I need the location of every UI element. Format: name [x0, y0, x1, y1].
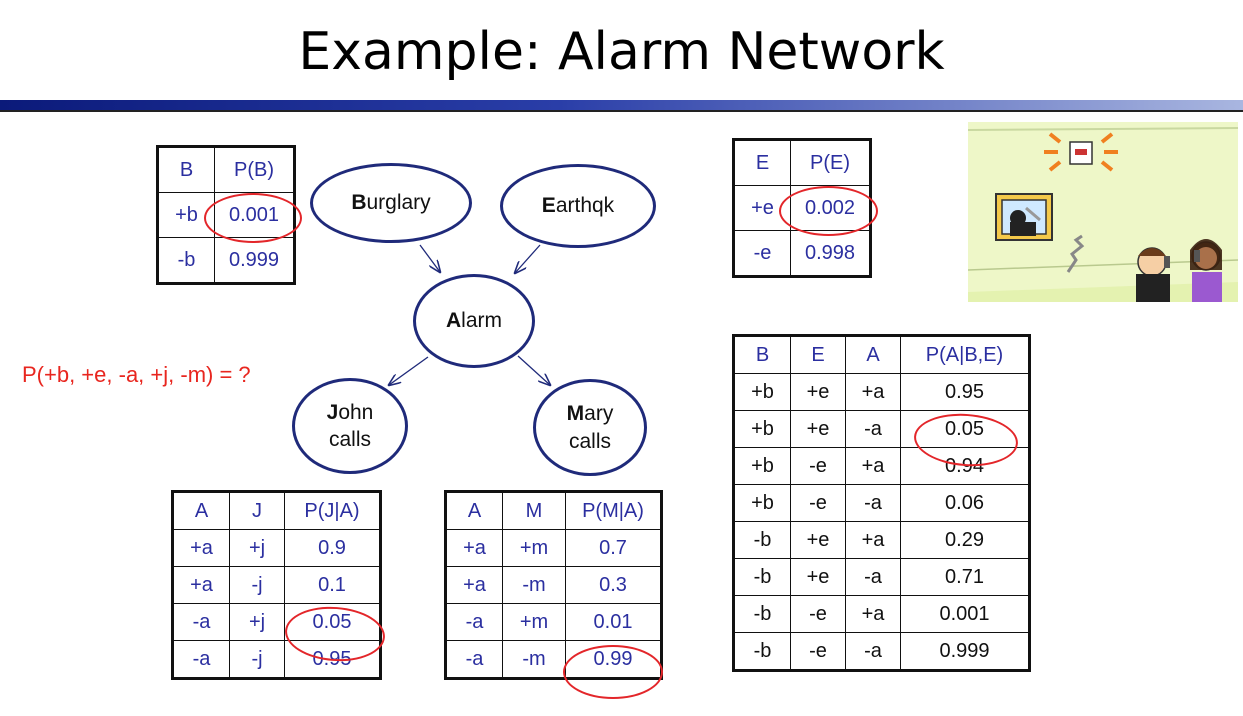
node-mary-calls: Mary calls [533, 379, 647, 476]
table-cell: -e [791, 485, 846, 522]
highlight-circle-pe [779, 186, 878, 236]
table-cell: -m [503, 567, 566, 604]
table-cell: -a [846, 559, 901, 596]
table-cell: -a [446, 604, 503, 641]
table-header: M [503, 492, 566, 530]
table-p-a-given-b-e [732, 334, 1031, 672]
table-cell: -e [791, 448, 846, 485]
table-header: A [446, 492, 503, 530]
burglar-alarm-illustration [968, 122, 1238, 302]
table-cell: +a [173, 530, 230, 567]
table-cell: 0.998 [791, 231, 871, 277]
node-john-calls: John calls [292, 378, 408, 474]
table-cell: -a [173, 604, 230, 641]
table-cell: -e [791, 633, 846, 671]
edge-alarm-mary [518, 356, 550, 385]
table-cell: +m [503, 530, 566, 567]
table-cell: 0.1 [285, 567, 381, 604]
table-cell: -j [230, 641, 285, 679]
edge-earthquake-alarm [515, 245, 540, 273]
table-cell: +a [446, 567, 503, 604]
table-cell: -b [734, 633, 791, 671]
table-cell: -j [230, 567, 285, 604]
table-cell: -b [158, 238, 215, 284]
john-phone-icon [1136, 248, 1170, 302]
burglar-window-icon [996, 194, 1052, 240]
table-cell: +b [734, 411, 791, 448]
table-cell: -b [734, 596, 791, 633]
edge-burglary-alarm [420, 245, 440, 272]
table-cell: +m [503, 604, 566, 641]
table-cell: 0.06 [901, 485, 1030, 522]
table-cell: 0.94 [901, 448, 1030, 485]
edge-alarm-john [389, 357, 428, 385]
table-cell: -e [791, 596, 846, 633]
table-cell: -m [503, 641, 566, 679]
table-header: B [158, 147, 215, 193]
table-header: A [846, 336, 901, 374]
table-cell: 0.9 [285, 530, 381, 567]
table-cell: 0.71 [901, 559, 1030, 596]
table-cell: +a [846, 448, 901, 485]
table-cell: +e [791, 411, 846, 448]
table-header: E [791, 336, 846, 374]
node-alarm: Alarm [413, 274, 535, 368]
table-cell: 0.01 [566, 604, 662, 641]
table-cell: 0.999 [215, 238, 295, 284]
table-header: P(E) [791, 140, 871, 186]
table-cell: 0.3 [566, 567, 662, 604]
table-cell: +a [173, 567, 230, 604]
node-burglary: Burglary [310, 163, 472, 243]
table-cell: 0.95 [901, 374, 1030, 411]
table-cell: -b [734, 559, 791, 596]
table-header: B [734, 336, 791, 374]
table-cell: +e [791, 374, 846, 411]
node-earthquake: Earthqk [500, 164, 656, 248]
highlight-circle-pm [563, 645, 663, 699]
table-cell: -a [446, 641, 503, 679]
table-cell: -a [846, 633, 901, 671]
table-cell: 0.999 [901, 633, 1030, 671]
table-header: P(A|B,E) [901, 336, 1030, 374]
table-cell: -b [734, 522, 791, 559]
table-cell: +b [734, 485, 791, 522]
table-cell: +b [734, 448, 791, 485]
table-cell: +j [230, 530, 285, 567]
table-cell: -e [734, 231, 791, 277]
table-cell: +b [734, 374, 791, 411]
table-cell: -a [173, 641, 230, 679]
table-cell: +a [846, 522, 901, 559]
table-cell: 0.99 [566, 641, 662, 679]
joint-probability-query: P(+b, +e, -a, +j, -m) = ? [22, 362, 251, 387]
table-cell: 0.7 [566, 530, 662, 567]
table-cell: 0.05 [285, 604, 381, 641]
table-header: J [230, 492, 285, 530]
table-cell: +a [846, 596, 901, 633]
table-cell: +e [791, 559, 846, 596]
table-cell: -a [846, 411, 901, 448]
table-cell: -a [846, 485, 901, 522]
table-cell: +a [846, 374, 901, 411]
highlight-circle-pb [204, 193, 302, 243]
table-cell: 0.001 [215, 193, 295, 238]
table-header: A [173, 492, 230, 530]
table-cell: 0.001 [901, 596, 1030, 633]
table-cell: +e [791, 522, 846, 559]
table-cell: +a [446, 530, 503, 567]
slide-title: Example: Alarm Network [298, 22, 945, 82]
table-cell: +b [158, 193, 215, 238]
table-cell: 0.29 [901, 522, 1030, 559]
table-cell: 0.002 [791, 186, 871, 231]
table-header: P(J|A) [285, 492, 381, 530]
table-header: P(M|A) [566, 492, 662, 530]
table-header: P(B) [215, 147, 295, 193]
table-cell: +e [734, 186, 791, 231]
table-header: E [734, 140, 791, 186]
table-cell: 0.95 [285, 641, 381, 679]
table-cell: +j [230, 604, 285, 641]
table-cell: 0.05 [901, 411, 1030, 448]
